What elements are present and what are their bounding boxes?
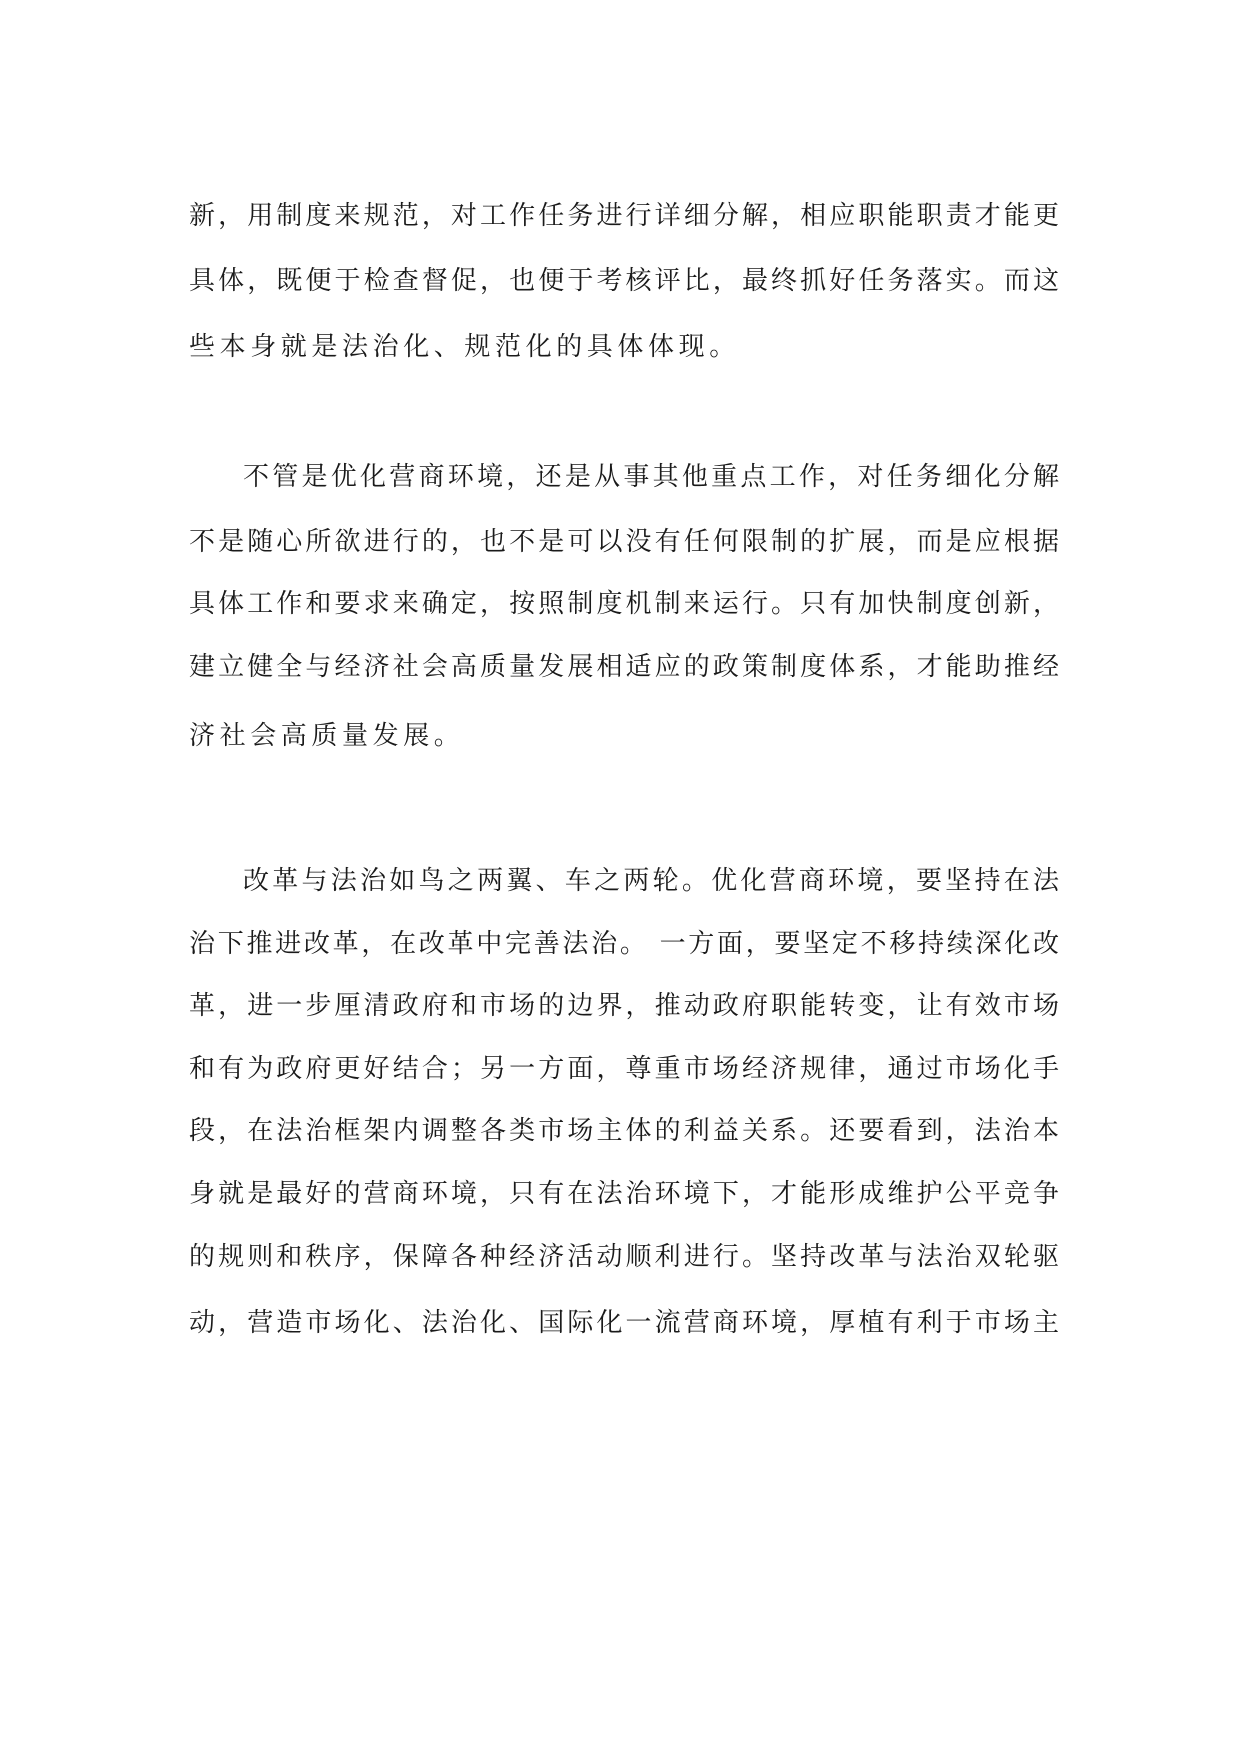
paragraph-3-line-6: 身就是最好的营商环境，只有在法治环境下，才能形成维护公平竞争 (189, 1179, 1059, 1209)
paragraph-1-line-1: 新，用制度来规范，对工作任务进行详细分解，相应职能职责才能更 (189, 201, 1059, 231)
paragraph-3-line-5: 段，在法治框架内调整各类市场主体的利益关系。还要看到，法治本 (189, 1116, 1059, 1146)
paragraph-1-line-3: 些本身就是法治化、规范化的具体体现。 (189, 332, 740, 362)
paragraph-3-line-2: 治下推进改革，在改革中完善法治。 一方面，要坚定不移持续深化改 (189, 929, 1059, 959)
paragraph-2-line-3: 具体工作和要求来确定，按照制度机制来运行。只有加快制度创新， (189, 589, 1059, 619)
paragraph-2-line-2: 不是随心所欲进行的，也不是可以没有任何限制的扩展，而是应根据 (189, 527, 1059, 557)
paragraph-2-line-1: 不管是优化营商环境，还是从事其他重点工作，对任务细化分解 (243, 462, 1059, 492)
paragraph-3-line-8: 动，营造市场化、法治化、国际化一流营商环境，厚植有利于市场主 (189, 1308, 1059, 1338)
paragraph-3-line-3: 革，进一步厘清政府和市场的边界，推动政府职能转变，让有效市场 (189, 991, 1059, 1021)
paragraph-2-line-5: 济社会高质量发展。 (189, 721, 465, 751)
paragraph-3-line-4: 和有为政府更好结合；另一方面，尊重市场经济规律，通过市场化手 (189, 1054, 1059, 1084)
paragraph-1-line-2: 具体，既便于检查督促，也便于考核评比，最终抓好任务落实。而这 (189, 266, 1059, 296)
paragraph-3-line-1: 改革与法治如鸟之两翼、车之两轮。优化营商环境，要坚持在法 (243, 866, 1059, 896)
paragraph-3-line-7: 的规则和秩序，保障各种经济活动顺利进行。坚持改革与法治双轮驱 (189, 1242, 1059, 1272)
paragraph-2-line-4: 建立健全与经济社会高质量发展相适应的政策制度体系，才能助推经 (189, 652, 1059, 682)
